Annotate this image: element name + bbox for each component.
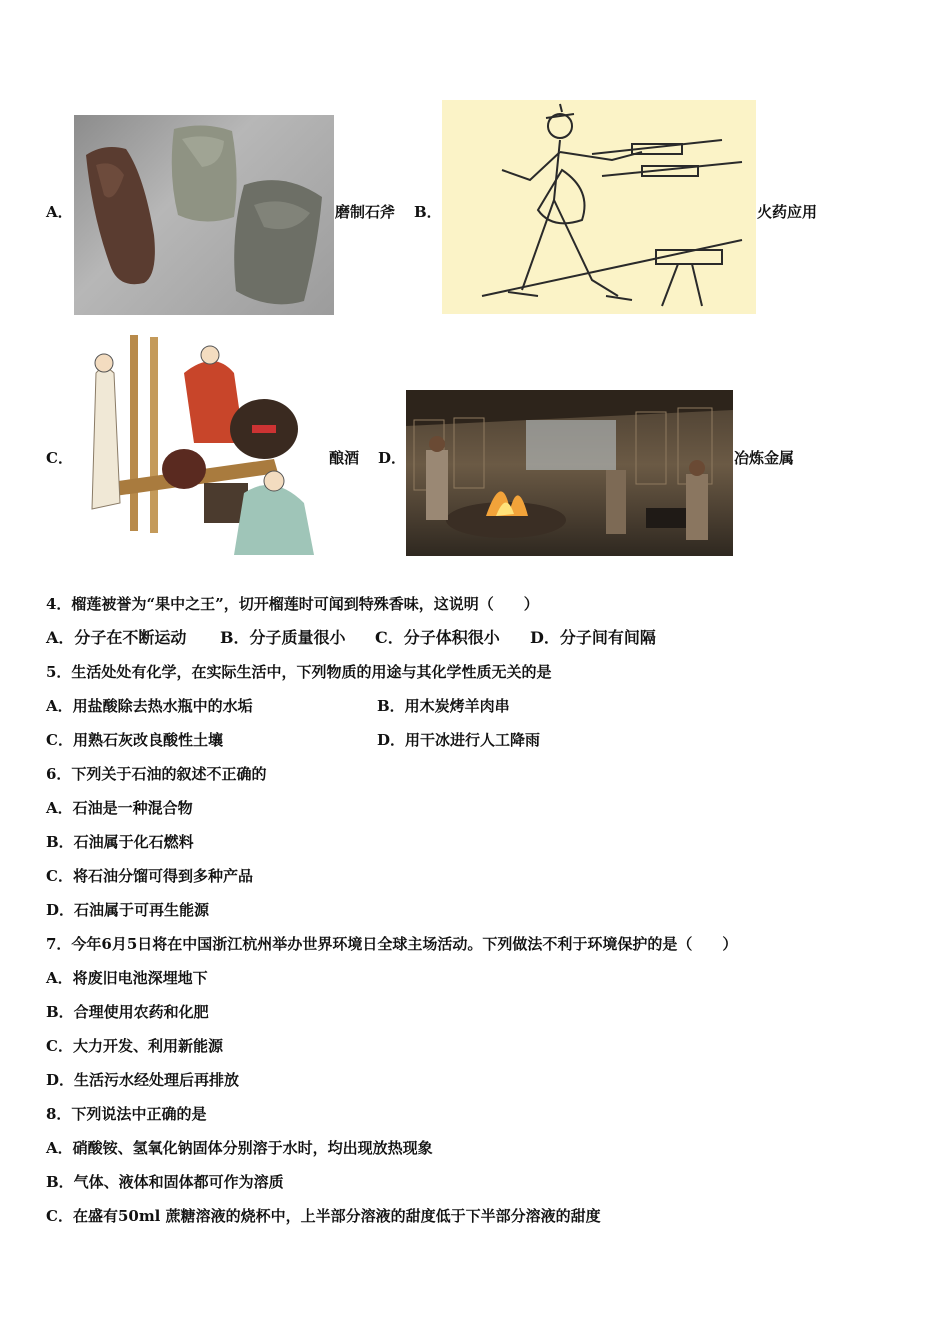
metal-smelting-icon [406, 390, 733, 556]
question-4-option-c: C．分子体积很小 [375, 628, 500, 647]
question-5-option-a: A．用盐酸除去热水瓶中的水垢 [46, 697, 253, 715]
question-5-stem: 5．生活处处有化学，在实际生活中，下列物质的用途与其化学性质无关的是 [46, 663, 552, 681]
question-8-option-c: C．在盛有50ml 蔗糖溶液的烧杯中，上半部分溶液的甜度低于下半部分溶液的甜度 [46, 1207, 601, 1225]
polished-stone-axes-icon [74, 115, 334, 315]
question-4-option-d: D．分子间有间隔 [530, 628, 656, 647]
option-a-letter: A． [46, 203, 73, 221]
option-a-caption: 磨制石斧 [335, 203, 396, 221]
option-b-caption: 火药应用 [757, 203, 818, 221]
question-4-option-b: B．分子质量很小 [220, 628, 346, 647]
question-7-option-a: A．将废旧电池深埋地下 [46, 969, 208, 987]
question-7-stem: 7．今年6月5日将在中国浙江杭州举办世界环境日全球主场活动。下列做法不利于环境保护的是（ ） [46, 935, 738, 953]
option-c-caption: 酿酒 [329, 449, 360, 467]
gunpowder-warrior-icon [442, 100, 756, 314]
option-d-caption: 冶炼金属 [734, 449, 795, 467]
question-7-option-b: B．合理使用农药和化肥 [46, 1003, 209, 1021]
option-d-letter: D． [378, 449, 407, 467]
question-6-option-c: C．将石油分馏可得到多种产品 [46, 867, 253, 885]
question-6-option-a: A．石油是一种混合物 [46, 799, 193, 817]
question-5-option-d: D．用干冰进行人工降雨 [377, 731, 541, 749]
question-5-option-c: C．用熟石灰改良酸性土壤 [46, 731, 223, 749]
question-6-stem: 6．下列关于石油的叙述不正确的 [46, 765, 267, 783]
option-c-letter: C． [46, 449, 73, 467]
question-4-option-a: A．分子在不断运动 [46, 628, 187, 647]
question-8-stem: 8．下列说法中正确的是 [46, 1105, 207, 1123]
option-b-letter: B． [414, 203, 442, 221]
question-8-option-a: A．硝酸铵、氢氧化钠固体分别溶于水时，均出现放热现象 [46, 1139, 433, 1157]
question-8-option-b: B．气体、液体和固体都可作为溶质 [46, 1173, 284, 1191]
wine-brewing-icon [74, 333, 329, 555]
question-6-option-d: D．石油属于可再生能源 [46, 901, 210, 919]
question-4-stem: 4．榴莲被誉为“果中之王”，切开榴莲时可闻到特殊香味，这说明（ ） [46, 595, 539, 613]
question-5-option-b: B．用木炭烤羊肉串 [377, 697, 510, 715]
question-6-option-b: B．石油属于化石燃料 [46, 833, 194, 851]
question-7-option-d: D．生活污水经处理后再排放 [46, 1071, 240, 1089]
question-7-option-c: C．大力开发、利用新能源 [46, 1037, 223, 1055]
